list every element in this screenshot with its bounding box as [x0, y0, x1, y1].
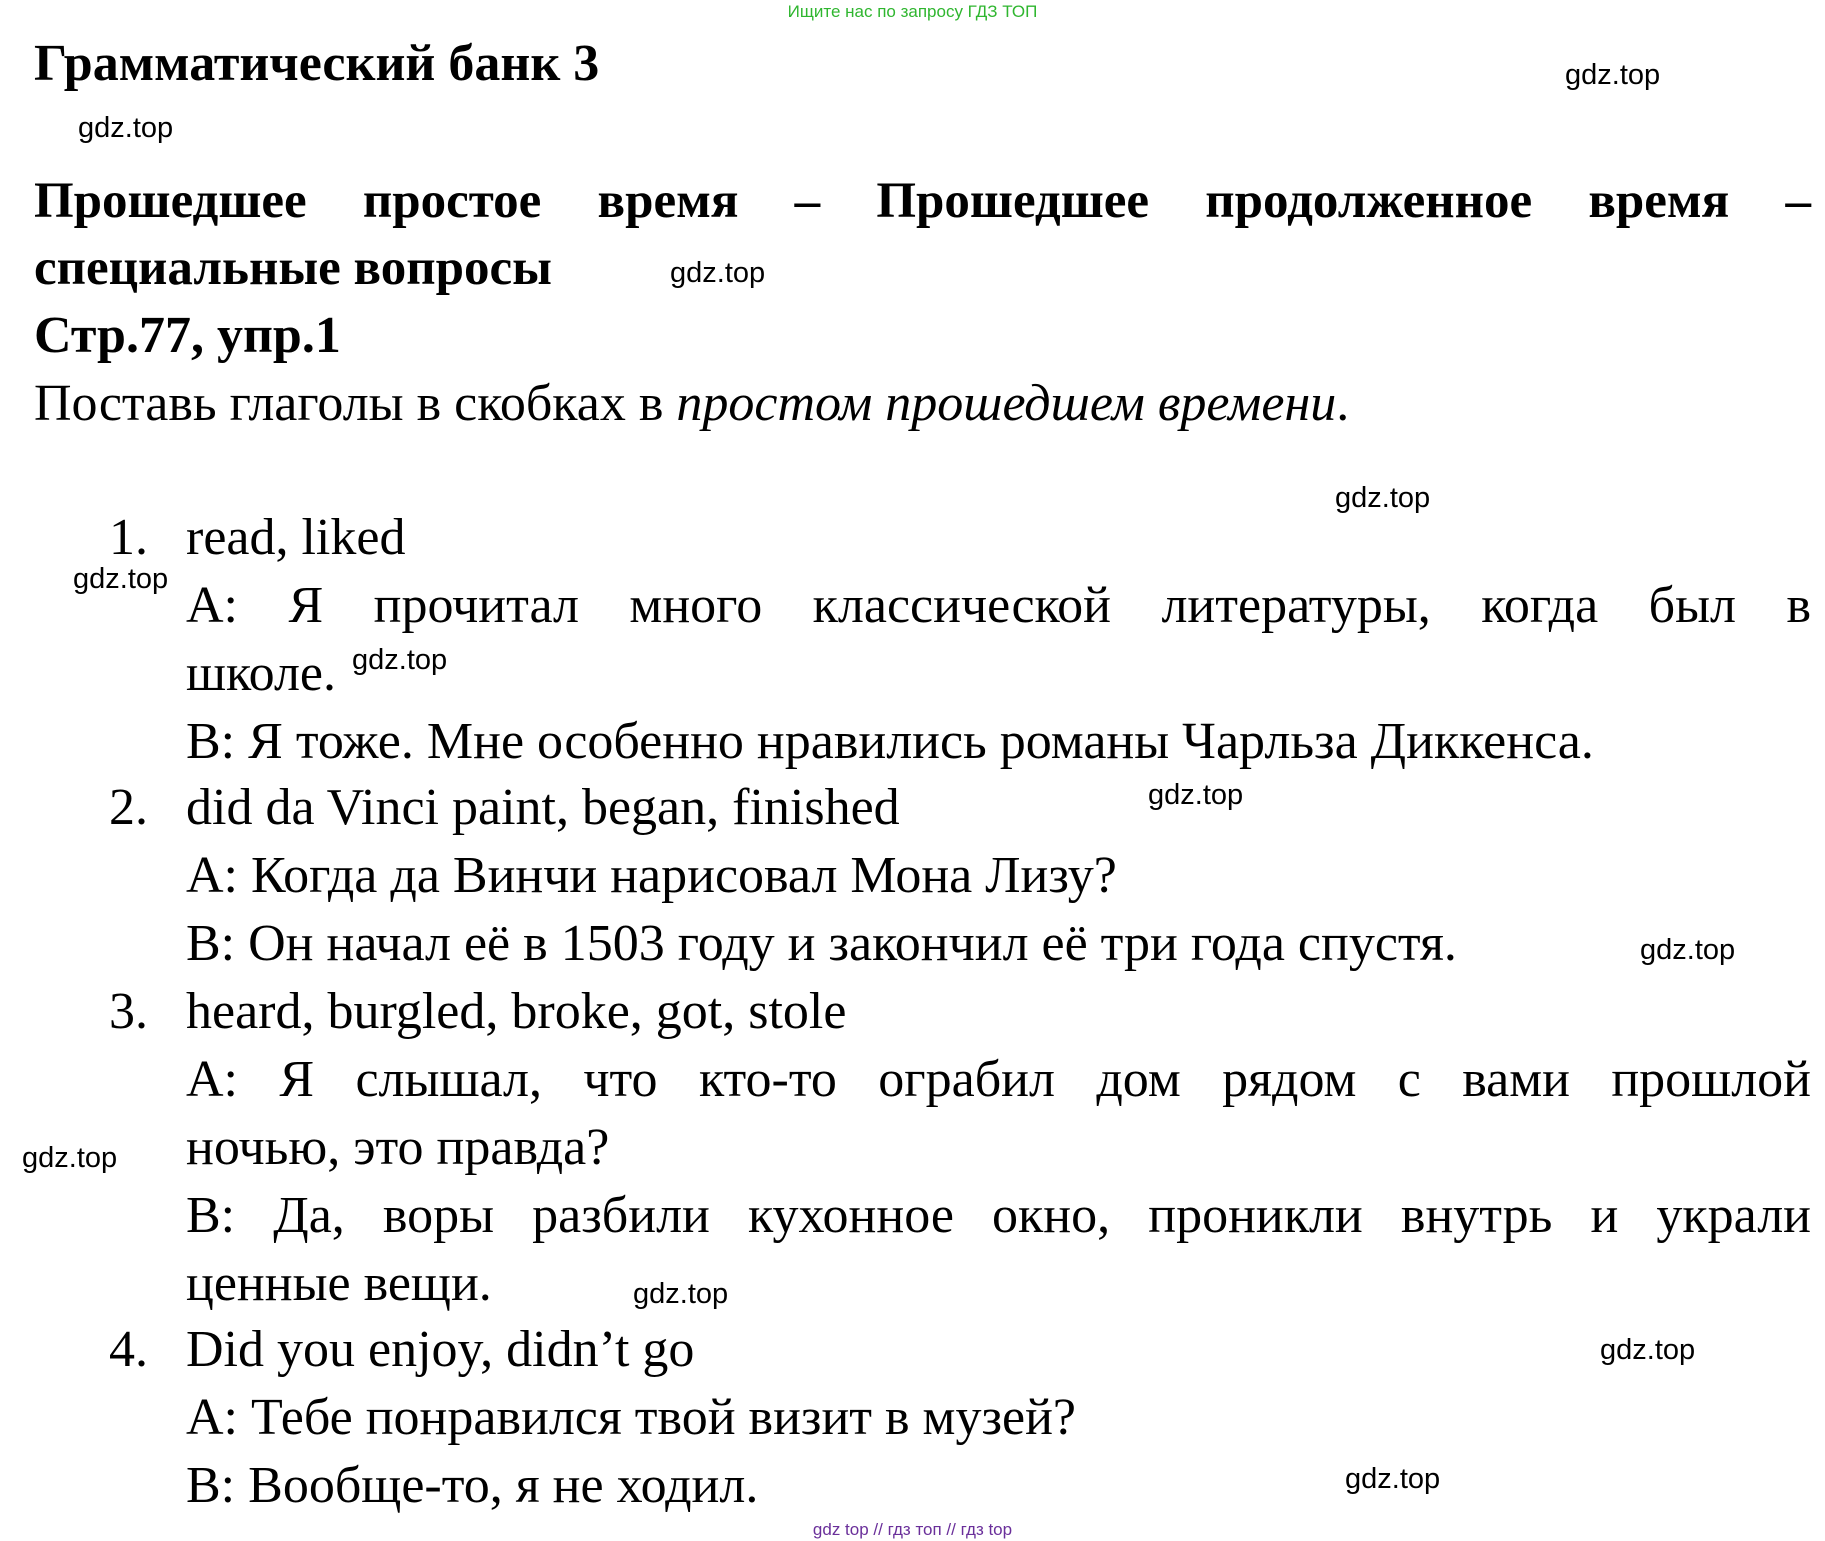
item-b-line: В: Он начал её в 1503 году и закончил её три года спустя.: [186, 915, 1457, 972]
bottom-banner: gdz top // гдз топ // гдз top: [812, 1520, 1013, 1539]
item-b-line: В: Вообще-то, я не ходил.: [186, 1457, 759, 1514]
item-a-line: А: Когда да Винчи нарисовал Мона Лизу?: [186, 847, 1117, 904]
watermark: gdz.top: [73, 563, 169, 595]
item-a-line: А: Я слышал, что кто-то ограбил дом рядом с вами прошлой: [186, 1051, 1811, 1108]
instruction-prefix: Поставь глаголы в скобках в: [34, 375, 677, 432]
instruction-italic: простом прошедшем времени: [676, 375, 1337, 432]
item-answer: heard, burgled, broke, got, stole: [186, 983, 847, 1040]
item-a-line: А: Я прочитал много классической литературы, когда был в: [186, 577, 1811, 634]
watermark: gdz.top: [1600, 1334, 1696, 1366]
item-b-line-cont: ценные вещи.: [186, 1255, 492, 1312]
watermark: gdz.top: [22, 1142, 118, 1174]
item-number: 2.: [109, 779, 148, 836]
item-number: 3.: [109, 983, 148, 1040]
item-b-line: В: Я тоже. Мне особенно нравились романы Чарльза Диккенса.: [186, 713, 1594, 770]
page-reference: Стр.77, упр.1: [34, 307, 341, 364]
watermark: gdz.top: [78, 112, 174, 144]
watermark: gdz.top: [1148, 779, 1244, 811]
item-number: 1.: [109, 509, 148, 566]
instruction-suffix: .: [1336, 375, 1350, 432]
item-answer: did da Vinci paint, began, finished: [186, 779, 900, 836]
watermark: gdz.top: [1335, 482, 1431, 514]
page-title: Грамматический банк 3: [34, 35, 600, 92]
item-number: 4.: [109, 1321, 148, 1378]
item-a-line-cont: школе.: [186, 645, 337, 702]
instruction: [34, 375, 1350, 432]
watermark: gdz.top: [1345, 1463, 1441, 1495]
watermark: gdz.top: [352, 644, 448, 676]
watermark: gdz.top: [1640, 934, 1736, 966]
item-a-line: А: Тебе понравился твой визит в музей?: [186, 1389, 1076, 1446]
top-banner: Ищите нас по запросу ГДЗ ТОП: [787, 2, 1038, 21]
item-answer: read, liked: [186, 509, 406, 566]
watermark: gdz.top: [670, 257, 766, 289]
watermark: gdz.top: [1565, 59, 1661, 91]
watermark: gdz.top: [633, 1278, 729, 1310]
item-a-line-cont: ночью, это правда?: [186, 1119, 610, 1176]
subtitle-line-1: Прошедшее простое время – Прошедшее продолженное время –: [34, 173, 1811, 229]
subtitle-line-2: специальные вопросы: [34, 240, 552, 296]
item-answer: Did you enjoy, didn’t go: [186, 1321, 695, 1378]
item-b-line: В: Да, воры разбили кухонное окно, проникли внутрь и украли: [186, 1187, 1811, 1244]
